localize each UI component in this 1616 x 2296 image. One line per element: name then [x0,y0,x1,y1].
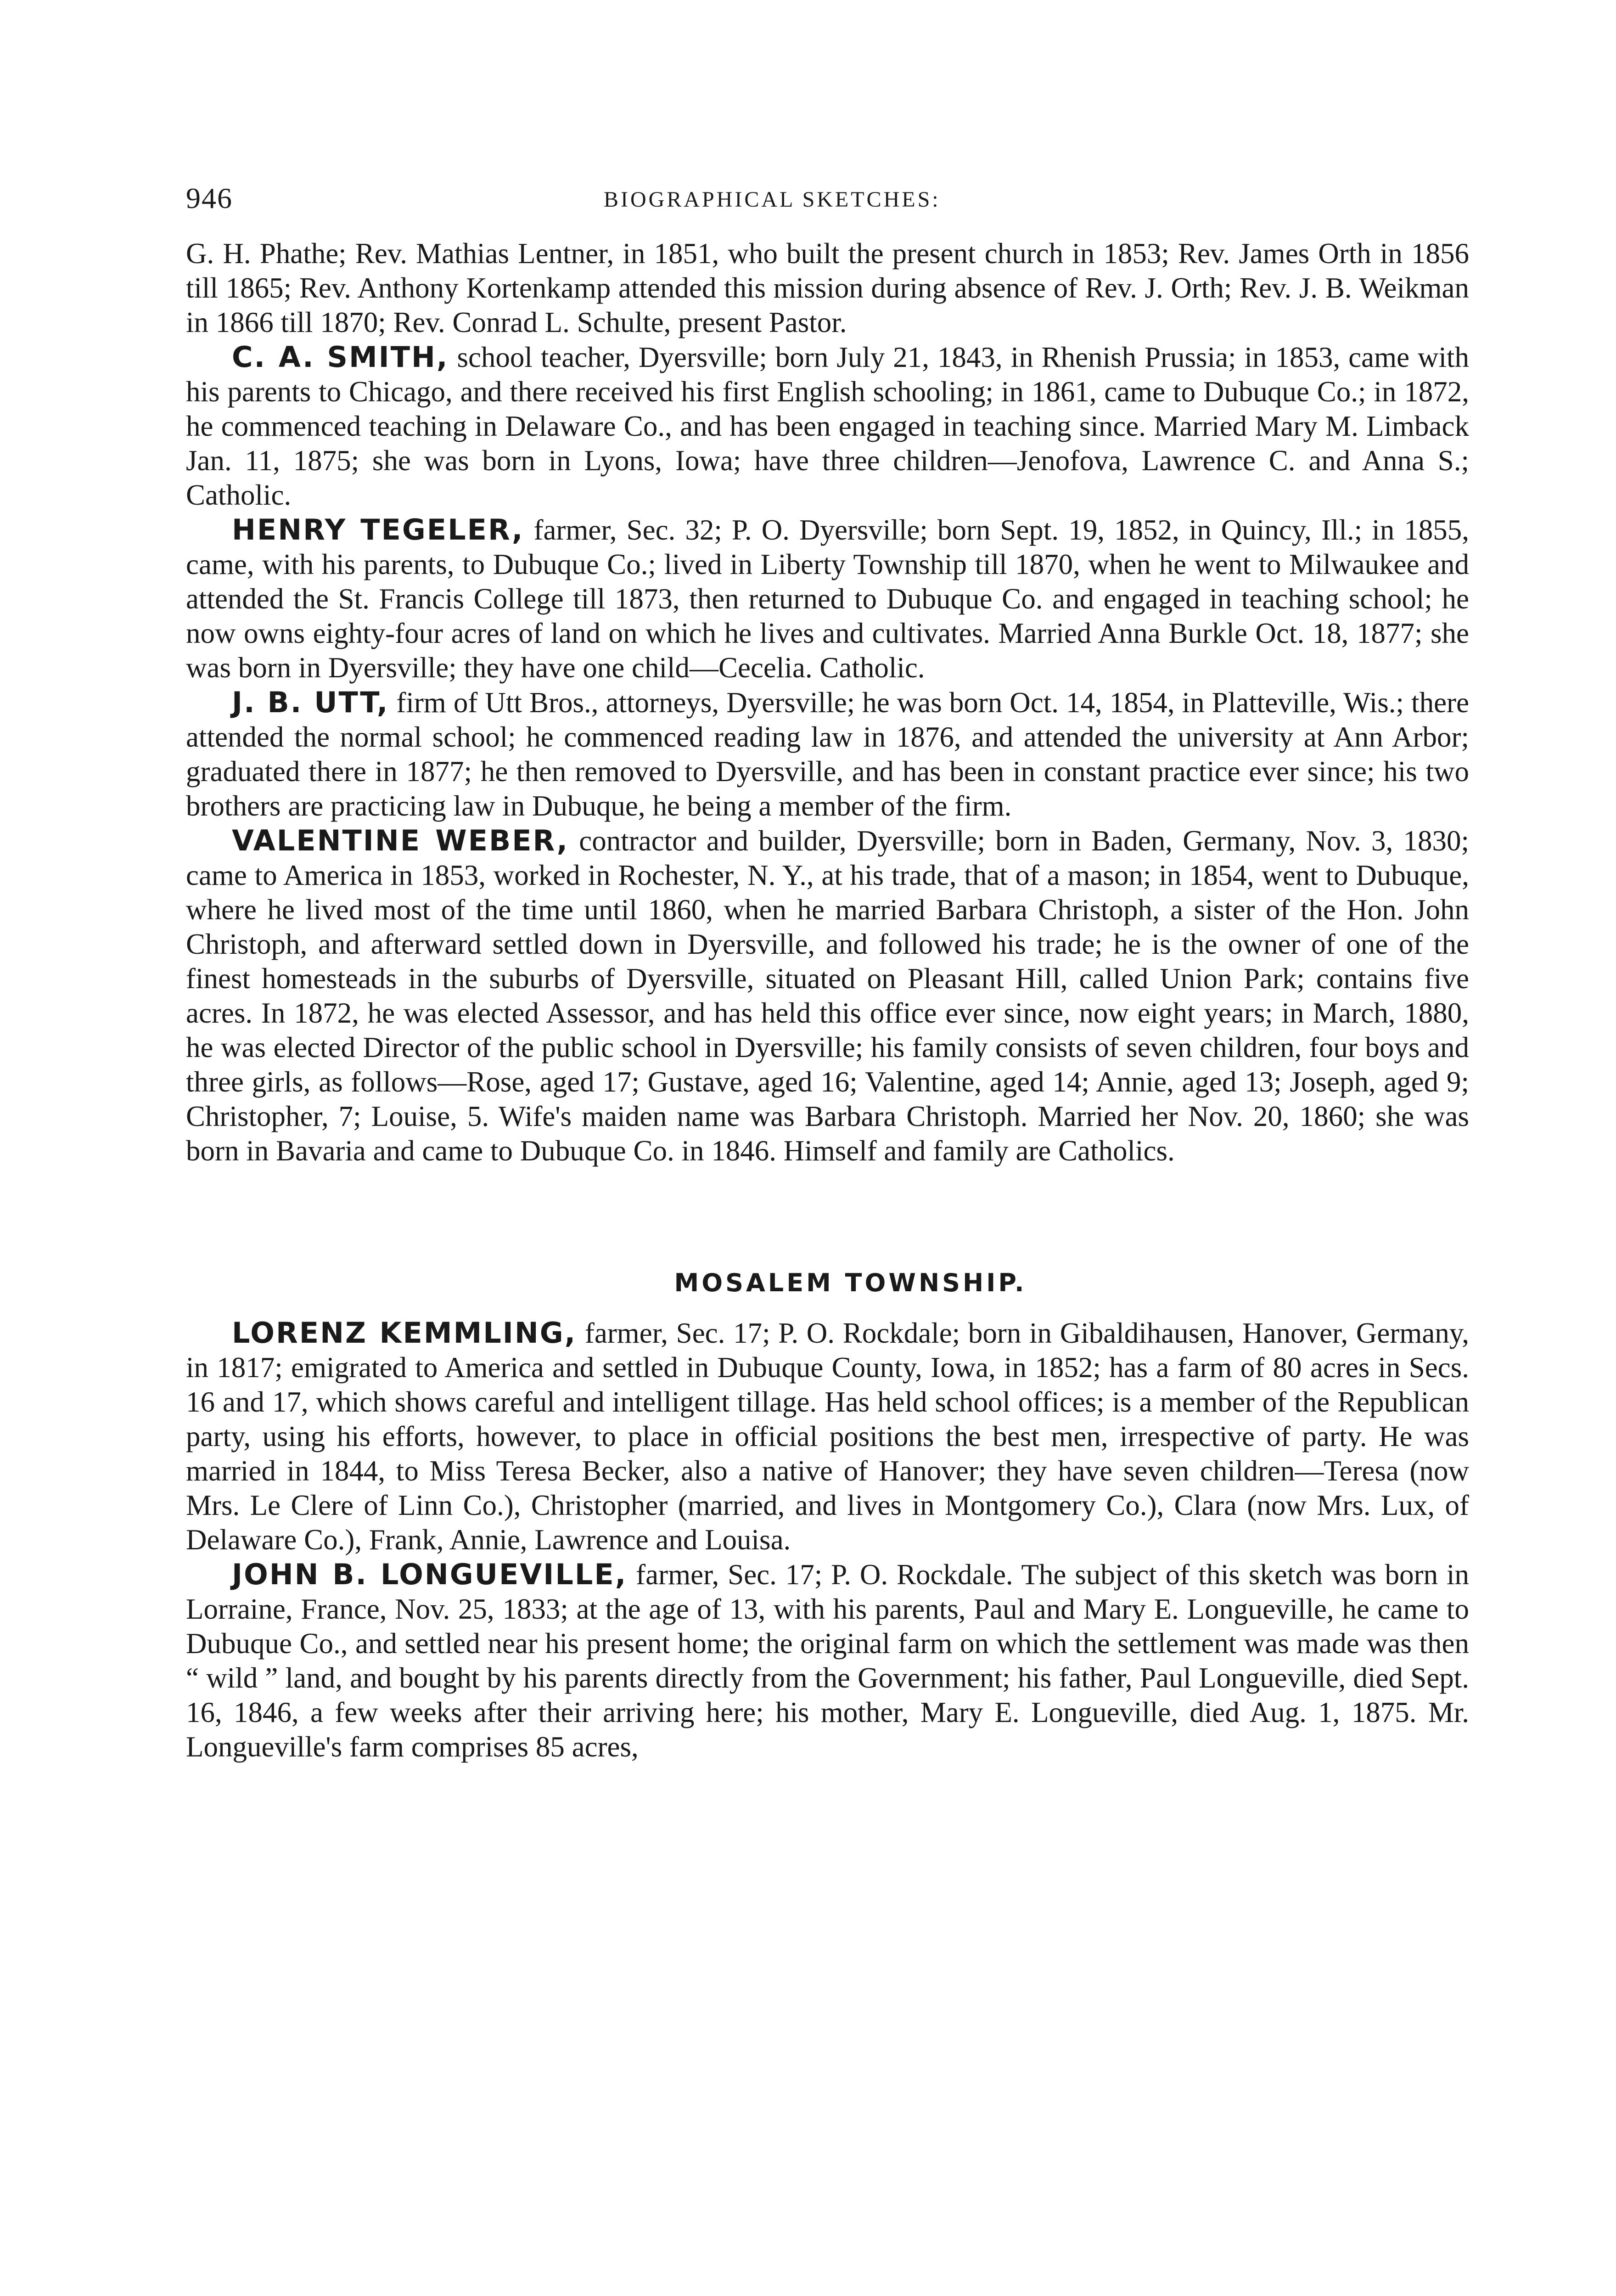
page-header [186,181,1469,236]
sketch-name: JOHN B. LONGUEVILLE, [232,1558,628,1591]
sketch-utt [186,685,1469,823]
running-head: BIOGRAPHICAL SKETCHES: [604,187,941,212]
sketch-name: C. A. SMITH, [232,340,449,374]
sketch-smith [186,340,1469,512]
continuation-paragraph: G. H. Phathe; Rev. Mathias Lentner, in 1851, who built the present church in 1853; Rev. James Orth in 1856 till 1865; Rev. Anthony Kortenkamp attended this mission during absence of Rev. J. Orth; Rev. J. B. Weikman in 1866 till 1870; Rev. Conrad L. Schulte, present Pastor. [186,237,1469,338]
sketch-text: firm of Utt Bros., attorneys, Dyersville; he was born Oct. 14, 1854, in Platteville, Wis.; there attended the normal school; he commenced reading law in 1876, and attended the university at Ann Arbor; graduated there in 1877; he then removed to Dyersville, and has been in constant practice ever since; his two brothers are practicing law in Dubuque, he being a member of the firm. [186,687,1470,822]
sketch-name: LORENZ KEMMLING, [232,1316,577,1350]
section-spacer [186,1168,1469,1268]
sketch-longueville [186,1557,1469,1764]
sketch-kemmling [186,1316,1469,1557]
sketch-text: farmer, Sec. 17; P. O. Rockdale; born in Gibaldihausen, Hanover, Germany, in 1817; emigrated to America and settled in Dubuque County, Iowa, in 1852; has a farm of 80 acres in Secs. 16 and 17, which shows careful and intelligent tillage. Has held school offices; is a member of the Republican party, using his efforts, however, to place in official positions the best men, irrespective of party. He was married in 1844, to Miss Teresa Becker, also a native of Hanover; they have seven children—Teresa (now Mrs. Le Clere of Linn Co.), Christopher (married, and lives in Montgomery Co.), Clara (now Mrs. Lux, of Delaware Co.), Frank, Annie, Lawrence and Louisa. [186,1317,1469,1556]
sketch-name: J. B. UTT, [232,686,389,719]
page-number: 946 [186,182,233,214]
sketch-text: school teacher, Dyersville; born July 21, 1843, in Rhenish Prussia; in 1853, came with his parents to Chicago, and there received his first English schooling; in 1861, came to Dubuque Co.; in 1872, he commenced teaching in Delaware Co., and has been engaged in teaching since. Married Mary M. Limback Jan. 11, 1875; she was born in Lyons, Iowa; have three children—Jenofova, Lawrence C. and Anna S.; Catholic. [186,341,1470,511]
sketch-tegeler [186,512,1469,685]
sketch-text: farmer, Sec. 32; P. O. Dyersville; born Sept. 19, 1852, in Quincy, Ill.; in 1855, came, with his parents, to Dubuque Co.; lived in Liberty Township till 1870, when he went to Milwaukee and attended the St. Francis College till 1873, then returned to Dubuque Co. and engaged in teaching school; he now owns eighty-four acres of land on which he lives and cultivates. Married Anna Burkle Oct. 18, 1877; she was born in Dyersville; they have one child—Cecelia. Catholic. [186,514,1469,684]
sketch-text: farmer, Sec. 17; P. O. Rockdale. The subject of this sketch was born in Lorraine, France, Nov. 25, 1833; at the age of 13, with his parents, Paul and Mary E. Longueville, he came to Dubuque Co., and settled near his present home; the original farm on which the settlement was made was then “ wild ” land, and bought by his parents directly from the Government; his father, Paul Longueville, died Sept. 16, 1846, a few weeks after their arriving here; his mother, Mary E. Longueville, died Aug. 1, 1875. Mr. Longueville's farm comprises 85 acres, [186,1559,1470,1763]
section-title: MOSALEM TOWNSHIP. [674,1268,1027,1297]
sketch-text: contractor and builder, Dyersville; born in Baden, Germany, Nov. 3, 1830; came to America in 1853, worked in Rochester, N. Y., at his trade, that of a mason; in 1854, went to Dubuque, where he lived most of the time until 1860, when he married Barbara Christoph, a sister of the Hon. John Christoph, and afterward settled down in Dyersville, and followed his trade; he is the owner of one of the finest homesteads in the suburbs of Dyersville, situated on Pleasant Hill, called Union Park; contains five acres. In 1872, he was elected Assessor, and has held this office ever since, now eight years; in March, 1880, he was elected Director of the public school in Dyersville; his family consists of seven children, four boys and three girls, as follows—Rose, aged 17; Gustave, aged 16; Valentine, aged 14; Annie, aged 13; Joseph, aged 9; Christopher, 7; Louise, 5. Wife's maiden name was Barbara Christoph. Married her Nov. 20, 1860; she was born in Bavaria and came to Dubuque Co. in 1846. Himself and family are Catholics. [186,825,1469,1167]
document-page [186,181,1469,1764]
sketch-name: VALENTINE WEBER, [232,824,569,857]
sketch-name: HENRY TEGELER, [232,513,524,546]
sketch-weber [186,823,1469,1168]
